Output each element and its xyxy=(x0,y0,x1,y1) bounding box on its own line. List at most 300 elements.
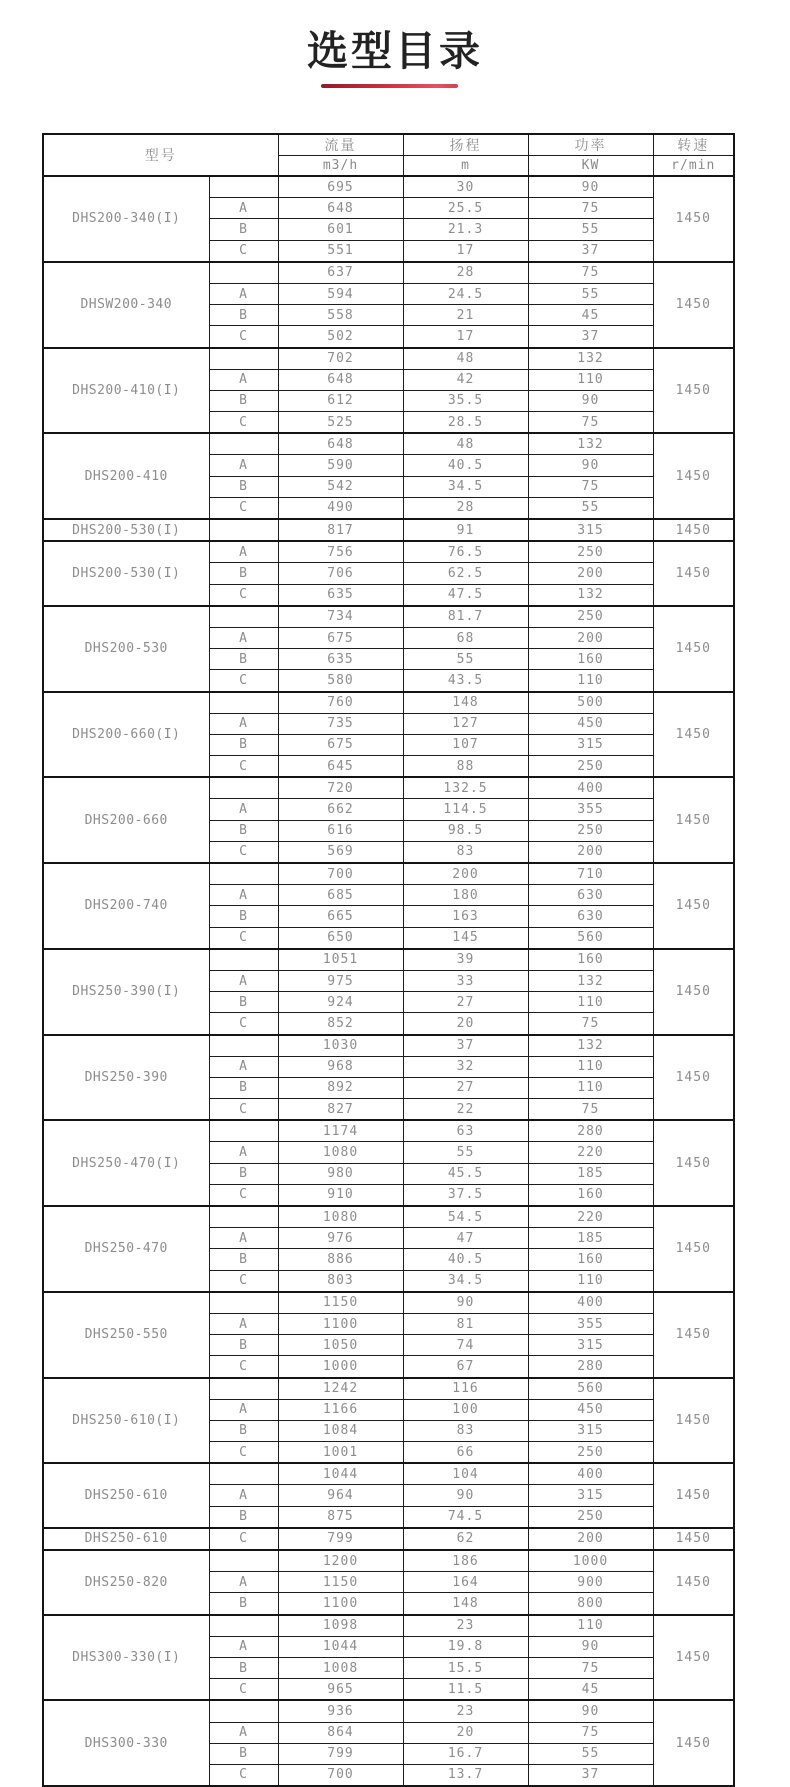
model-cell: DHS250-820 xyxy=(43,1550,209,1615)
model-cell: DHS300-330 xyxy=(43,1700,209,1786)
variant-cell xyxy=(209,1463,278,1485)
power-cell: 250 xyxy=(528,820,653,841)
head-cell: 34.5 xyxy=(403,476,528,497)
power-cell: 132 xyxy=(528,584,653,606)
unit-power: KW xyxy=(528,156,653,177)
power-cell: 160 xyxy=(528,1249,653,1270)
catalog-table-wrap xyxy=(42,133,733,1787)
speed-cell: 1450 xyxy=(653,433,734,519)
variant-cell: C xyxy=(209,1013,278,1035)
head-cell: 21.3 xyxy=(403,219,528,240)
variant-cell: A xyxy=(209,1142,278,1163)
model-cell: DHS200-530(I) xyxy=(43,519,209,541)
head-cell: 62.5 xyxy=(403,563,528,584)
table-row xyxy=(43,519,734,541)
head-cell: 35.5 xyxy=(403,390,528,411)
head-cell: 76.5 xyxy=(403,541,528,563)
model-cell: DHS250-550 xyxy=(43,1292,209,1378)
variant-cell: A xyxy=(209,283,278,304)
flow-cell: 1166 xyxy=(278,1399,403,1420)
head-cell: 33 xyxy=(403,970,528,991)
head-cell: 88 xyxy=(403,756,528,778)
power-cell: 200 xyxy=(528,1528,653,1550)
power-cell: 200 xyxy=(528,841,653,863)
flow-cell: 1098 xyxy=(278,1615,403,1637)
flow-cell: 827 xyxy=(278,1099,403,1121)
head-cell: 40.5 xyxy=(403,1249,528,1270)
flow-cell: 1080 xyxy=(278,1142,403,1163)
head-cell: 114.5 xyxy=(403,799,528,820)
power-cell: 75 xyxy=(528,262,653,284)
variant-cell: B xyxy=(209,1593,278,1615)
power-cell: 75 xyxy=(528,1722,653,1743)
speed-cell: 1450 xyxy=(653,1035,734,1121)
power-cell: 160 xyxy=(528,949,653,971)
head-cell: 21 xyxy=(403,305,528,326)
power-cell: 110 xyxy=(528,1056,653,1077)
variant-cell: C xyxy=(209,1528,278,1550)
variant-cell: B xyxy=(209,1335,278,1356)
flow-cell: 760 xyxy=(278,692,403,714)
unit-head: m xyxy=(403,156,528,177)
flow-cell: 1001 xyxy=(278,1442,403,1464)
power-cell: 45 xyxy=(528,305,653,326)
head-cell: 164 xyxy=(403,1572,528,1593)
power-cell: 280 xyxy=(528,1356,653,1378)
power-cell: 75 xyxy=(528,1099,653,1121)
variant-cell: C xyxy=(209,1356,278,1378)
power-cell: 250 xyxy=(528,1506,653,1528)
power-cell: 250 xyxy=(528,541,653,563)
variant-cell xyxy=(209,1615,278,1637)
head-cell: 43.5 xyxy=(403,670,528,692)
speed-cell: 1450 xyxy=(653,777,734,863)
variant-cell xyxy=(209,519,278,541)
head-cell: 17 xyxy=(403,326,528,348)
head-cell: 180 xyxy=(403,885,528,906)
variant-cell: B xyxy=(209,476,278,497)
power-cell: 132 xyxy=(528,433,653,455)
head-cell: 55 xyxy=(403,649,528,670)
model-cell: DHS250-390(I) xyxy=(43,949,209,1035)
flow-cell: 976 xyxy=(278,1228,403,1249)
head-cell: 90 xyxy=(403,1485,528,1506)
flow-cell: 542 xyxy=(278,476,403,497)
flow-cell: 817 xyxy=(278,519,403,541)
table-row xyxy=(43,433,734,455)
power-cell: 110 xyxy=(528,992,653,1013)
model-cell: DHS200-660(I) xyxy=(43,692,209,778)
table-row xyxy=(43,692,734,714)
power-cell: 55 xyxy=(528,1743,653,1764)
power-cell: 710 xyxy=(528,863,653,885)
power-cell: 280 xyxy=(528,1120,653,1142)
selection-catalog-table xyxy=(42,133,735,1787)
variant-cell: B xyxy=(209,1743,278,1764)
head-cell: 47 xyxy=(403,1228,528,1249)
head-cell: 47.5 xyxy=(403,584,528,606)
power-cell: 500 xyxy=(528,692,653,714)
head-cell: 28 xyxy=(403,262,528,284)
variant-cell: C xyxy=(209,670,278,692)
table-row xyxy=(43,1378,734,1400)
head-cell: 163 xyxy=(403,906,528,927)
variant-cell xyxy=(209,176,278,198)
variant-cell xyxy=(209,1292,278,1314)
variant-cell: A xyxy=(209,970,278,991)
head-cell: 23 xyxy=(403,1700,528,1722)
head-cell: 37.5 xyxy=(403,1184,528,1206)
power-cell: 110 xyxy=(528,1615,653,1637)
flow-cell: 700 xyxy=(278,863,403,885)
head-cell: 11.5 xyxy=(403,1679,528,1701)
power-cell: 75 xyxy=(528,1657,653,1678)
unit-flow: m3/h xyxy=(278,156,403,177)
variant-cell xyxy=(209,606,278,628)
table-row xyxy=(43,1550,734,1572)
table-row xyxy=(43,541,734,563)
power-cell: 110 xyxy=(528,670,653,692)
flow-cell: 648 xyxy=(278,198,403,219)
variant-cell: C xyxy=(209,927,278,949)
flow-cell: 975 xyxy=(278,970,403,991)
table-row xyxy=(43,606,734,628)
head-cell: 25.5 xyxy=(403,198,528,219)
variant-cell: A xyxy=(209,1399,278,1420)
head-cell: 34.5 xyxy=(403,1270,528,1292)
power-cell: 185 xyxy=(528,1163,653,1184)
power-cell: 55 xyxy=(528,219,653,240)
power-cell: 75 xyxy=(528,1013,653,1035)
flow-cell: 1080 xyxy=(278,1206,403,1228)
variant-cell: C xyxy=(209,1764,278,1786)
power-cell: 250 xyxy=(528,756,653,778)
variant-cell: B xyxy=(209,992,278,1013)
variant-cell: A xyxy=(209,1313,278,1334)
power-cell: 355 xyxy=(528,1313,653,1334)
variant-cell: A xyxy=(209,1228,278,1249)
variant-cell: B xyxy=(209,219,278,240)
variant-cell xyxy=(209,433,278,455)
flow-cell: 1044 xyxy=(278,1463,403,1485)
flow-cell: 525 xyxy=(278,412,403,434)
variant-cell xyxy=(209,348,278,370)
flow-cell: 502 xyxy=(278,326,403,348)
flow-cell: 695 xyxy=(278,176,403,198)
variant-cell xyxy=(209,1700,278,1722)
variant-cell: B xyxy=(209,1420,278,1441)
variant-cell: C xyxy=(209,1679,278,1701)
head-cell: 98.5 xyxy=(403,820,528,841)
power-cell: 560 xyxy=(528,927,653,949)
power-cell: 37 xyxy=(528,1764,653,1786)
variant-cell xyxy=(209,1120,278,1142)
speed-cell: 1450 xyxy=(653,262,734,348)
speed-cell: 1450 xyxy=(653,1550,734,1615)
table-row xyxy=(43,1206,734,1228)
power-cell: 37 xyxy=(528,326,653,348)
power-cell: 355 xyxy=(528,799,653,820)
flow-cell: 756 xyxy=(278,541,403,563)
flow-cell: 645 xyxy=(278,756,403,778)
flow-cell: 875 xyxy=(278,1506,403,1528)
speed-cell: 1450 xyxy=(653,1120,734,1206)
table-row xyxy=(43,176,734,198)
flow-cell: 665 xyxy=(278,906,403,927)
table-row xyxy=(43,1292,734,1314)
flow-cell: 1008 xyxy=(278,1657,403,1678)
variant-cell: A xyxy=(209,885,278,906)
flow-cell: 675 xyxy=(278,627,403,648)
power-cell: 132 xyxy=(528,970,653,991)
flow-cell: 569 xyxy=(278,841,403,863)
power-cell: 45 xyxy=(528,1679,653,1701)
flow-cell: 1100 xyxy=(278,1313,403,1334)
head-cell: 83 xyxy=(403,1420,528,1441)
flow-cell: 700 xyxy=(278,1764,403,1786)
variant-cell: B xyxy=(209,1657,278,1678)
head-cell: 74 xyxy=(403,1335,528,1356)
model-cell: DHS200-530 xyxy=(43,606,209,692)
power-cell: 220 xyxy=(528,1142,653,1163)
flow-cell: 637 xyxy=(278,262,403,284)
head-cell: 62 xyxy=(403,1528,528,1550)
head-cell: 66 xyxy=(403,1442,528,1464)
head-cell: 48 xyxy=(403,348,528,370)
power-cell: 110 xyxy=(528,369,653,390)
variant-cell: A xyxy=(209,1485,278,1506)
flow-cell: 590 xyxy=(278,455,403,476)
flow-cell: 720 xyxy=(278,777,403,799)
power-cell: 220 xyxy=(528,1206,653,1228)
variant-cell: A xyxy=(209,198,278,219)
head-cell: 28 xyxy=(403,497,528,519)
head-cell: 27 xyxy=(403,1077,528,1098)
power-cell: 250 xyxy=(528,1442,653,1464)
power-cell: 400 xyxy=(528,1292,653,1314)
variant-cell: A xyxy=(209,1636,278,1657)
head-cell: 30 xyxy=(403,176,528,198)
flow-cell: 650 xyxy=(278,927,403,949)
variant-cell: C xyxy=(209,841,278,863)
power-cell: 450 xyxy=(528,1399,653,1420)
power-cell: 630 xyxy=(528,885,653,906)
head-cell: 148 xyxy=(403,1593,528,1615)
variant-cell: A xyxy=(209,799,278,820)
variant-cell: C xyxy=(209,412,278,434)
variant-cell xyxy=(209,777,278,799)
table-row xyxy=(43,777,734,799)
power-cell: 315 xyxy=(528,1485,653,1506)
flow-cell: 648 xyxy=(278,433,403,455)
head-cell: 127 xyxy=(403,713,528,734)
power-cell: 400 xyxy=(528,777,653,799)
power-cell: 37 xyxy=(528,240,653,262)
table-row xyxy=(43,1463,734,1485)
variant-cell: B xyxy=(209,390,278,411)
speed-cell: 1450 xyxy=(653,1378,734,1464)
head-cell: 68 xyxy=(403,627,528,648)
speed-cell: 1450 xyxy=(653,692,734,778)
variant-cell: C xyxy=(209,1099,278,1121)
head-cell: 22 xyxy=(403,1099,528,1121)
head-cell: 107 xyxy=(403,734,528,755)
model-cell: DHS250-470(I) xyxy=(43,1120,209,1206)
model-cell: DHS300-330(I) xyxy=(43,1615,209,1701)
table-row xyxy=(43,1120,734,1142)
variant-cell: C xyxy=(209,1442,278,1464)
flow-cell: 601 xyxy=(278,219,403,240)
head-cell: 16.7 xyxy=(403,1743,528,1764)
speed-cell: 1450 xyxy=(653,519,734,541)
table-row xyxy=(43,1615,734,1637)
speed-cell: 1450 xyxy=(653,1292,734,1378)
table-row xyxy=(43,1035,734,1057)
table-row xyxy=(43,348,734,370)
flow-cell: 612 xyxy=(278,390,403,411)
flow-cell: 635 xyxy=(278,584,403,606)
variant-cell: C xyxy=(209,1184,278,1206)
variant-cell xyxy=(209,1206,278,1228)
table-row xyxy=(43,949,734,971)
variant-cell: A xyxy=(209,1056,278,1077)
model-cell: DHS250-610 xyxy=(43,1528,209,1550)
power-cell: 250 xyxy=(528,606,653,628)
flow-cell: 551 xyxy=(278,240,403,262)
variant-cell: B xyxy=(209,305,278,326)
table-row xyxy=(43,1528,734,1550)
flow-cell: 685 xyxy=(278,885,403,906)
power-cell: 315 xyxy=(528,734,653,755)
header-row-labels xyxy=(43,134,734,156)
model-cell: DHS200-740 xyxy=(43,863,209,949)
power-cell: 160 xyxy=(528,1184,653,1206)
flow-cell: 662 xyxy=(278,799,403,820)
speed-cell: 1450 xyxy=(653,1463,734,1528)
variant-cell: C xyxy=(209,326,278,348)
power-cell: 75 xyxy=(528,412,653,434)
speed-cell: 1450 xyxy=(653,949,734,1035)
speed-cell: 1450 xyxy=(653,606,734,692)
flow-cell: 735 xyxy=(278,713,403,734)
flow-cell: 1150 xyxy=(278,1292,403,1314)
variant-cell: A xyxy=(209,1722,278,1743)
model-cell: DHS250-610 xyxy=(43,1463,209,1528)
head-cell: 148 xyxy=(403,692,528,714)
head-cell: 20 xyxy=(403,1722,528,1743)
variant-cell xyxy=(209,262,278,284)
power-cell: 90 xyxy=(528,176,653,198)
variant-cell: B xyxy=(209,1249,278,1270)
head-cell: 132.5 xyxy=(403,777,528,799)
variant-cell: B xyxy=(209,734,278,755)
power-cell: 55 xyxy=(528,283,653,304)
variant-cell xyxy=(209,1550,278,1572)
power-cell: 630 xyxy=(528,906,653,927)
head-cell: 37 xyxy=(403,1035,528,1057)
flow-cell: 702 xyxy=(278,348,403,370)
flow-cell: 968 xyxy=(278,1056,403,1077)
flow-cell: 635 xyxy=(278,649,403,670)
flow-cell: 892 xyxy=(278,1077,403,1098)
flow-cell: 936 xyxy=(278,1700,403,1722)
head-cell: 104 xyxy=(403,1463,528,1485)
head-cell: 19.8 xyxy=(403,1636,528,1657)
variant-cell: A xyxy=(209,1572,278,1593)
head-cell: 81.7 xyxy=(403,606,528,628)
flow-cell: 1030 xyxy=(278,1035,403,1057)
model-cell: DHS200-410(I) xyxy=(43,348,209,434)
speed-cell: 1450 xyxy=(653,541,734,606)
variant-cell: B xyxy=(209,563,278,584)
variant-cell: B xyxy=(209,906,278,927)
model-cell: DHS250-390 xyxy=(43,1035,209,1121)
flow-cell: 1050 xyxy=(278,1335,403,1356)
flow-cell: 1084 xyxy=(278,1420,403,1441)
power-cell: 110 xyxy=(528,1077,653,1098)
flow-cell: 706 xyxy=(278,563,403,584)
speed-cell: 1450 xyxy=(653,176,734,262)
head-cell: 48 xyxy=(403,433,528,455)
flow-cell: 852 xyxy=(278,1013,403,1035)
variant-cell: A xyxy=(209,713,278,734)
power-cell: 900 xyxy=(528,1572,653,1593)
flow-cell: 924 xyxy=(278,992,403,1013)
variant-cell xyxy=(209,692,278,714)
power-cell: 160 xyxy=(528,649,653,670)
head-cell: 15.5 xyxy=(403,1657,528,1678)
header-model: 型号 xyxy=(43,134,278,176)
header-speed: 转速 xyxy=(653,134,734,156)
flow-cell: 980 xyxy=(278,1163,403,1184)
flow-cell: 558 xyxy=(278,305,403,326)
unit-speed: r/min xyxy=(653,156,734,177)
model-cell: DHS250-470 xyxy=(43,1206,209,1292)
speed-cell: 1450 xyxy=(653,863,734,949)
head-cell: 83 xyxy=(403,841,528,863)
flow-cell: 1174 xyxy=(278,1120,403,1142)
model-cell: DHS250-610(I) xyxy=(43,1378,209,1464)
variant-cell xyxy=(209,863,278,885)
flow-cell: 1000 xyxy=(278,1356,403,1378)
flow-cell: 616 xyxy=(278,820,403,841)
power-cell: 75 xyxy=(528,198,653,219)
flow-cell: 965 xyxy=(278,1679,403,1701)
flow-cell: 799 xyxy=(278,1743,403,1764)
head-cell: 186 xyxy=(403,1550,528,1572)
head-cell: 81 xyxy=(403,1313,528,1334)
flow-cell: 1200 xyxy=(278,1550,403,1572)
power-cell: 90 xyxy=(528,1636,653,1657)
header-power: 功率 xyxy=(528,134,653,156)
speed-cell: 1450 xyxy=(653,1206,734,1292)
flow-cell: 864 xyxy=(278,1722,403,1743)
head-cell: 45.5 xyxy=(403,1163,528,1184)
power-cell: 560 xyxy=(528,1378,653,1400)
table-body xyxy=(43,176,734,1786)
variant-cell: B xyxy=(209,1506,278,1528)
flow-cell: 803 xyxy=(278,1270,403,1292)
head-cell: 17 xyxy=(403,240,528,262)
variant-cell: A xyxy=(209,369,278,390)
model-cell: DHS200-340(I) xyxy=(43,176,209,262)
model-cell: DHS200-530(I) xyxy=(43,541,209,606)
head-cell: 20 xyxy=(403,1013,528,1035)
head-cell: 54.5 xyxy=(403,1206,528,1228)
variant-cell: C xyxy=(209,756,278,778)
flow-cell: 799 xyxy=(278,1528,403,1550)
flow-cell: 648 xyxy=(278,369,403,390)
